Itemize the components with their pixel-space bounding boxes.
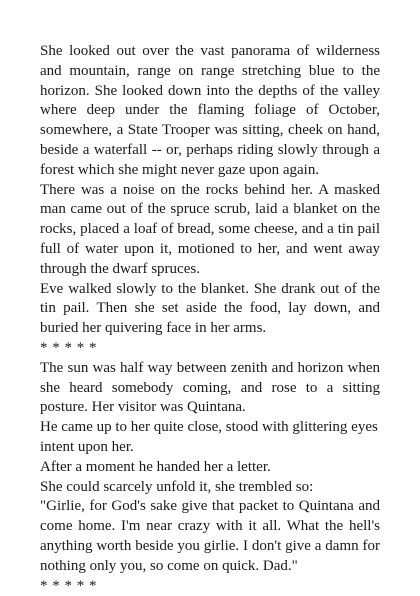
section-separator: * * * * * [40, 577, 97, 594]
paragraph-letter: After a moment he handed her a letter. [40, 458, 271, 475]
paragraph-came-close: He came up to her quite close, stood with glittering eyes intent upon her. [40, 419, 378, 455]
paragraph-unfold: She could scarcely unfold it, she trembled so: [40, 478, 314, 495]
paragraph-masked-man: There was a noise on the rocks behind her. A masked man came out of the spruce scrub, laid a blanket on the rocks, placed a loaf of bread, some cheese, and a tin pail full of water upon it, motioned to her, and went away through the dwarf spruces. [40, 181, 380, 277]
paragraph-panorama: She looked out over the vast panorama of wilderness and mountain, range on range stretching blue to the horizon. She looked down into the depths of the valley where deep under the flaming foliage of October, somewhere, a State Trooper was sitting, cheek on hand, beside a waterfall -- or, perhaps riding slowly through a forest which she might never gaze upon again. [40, 43, 380, 178]
paragraph-eve-blanket: Eve walked slowly to the blanket. She drank out of the tin pail. Then she set aside the food, lay down, and buried her quivering face in her arms. [40, 280, 380, 337]
paragraph-letter-text: "Girlie, for God's sake give that packet to Quintana and come home. I'm near crazy with it all. What the hell's anything worth beside you girlie. I don't give a damn for nothing only you, so come on quick. Dad." [40, 498, 380, 574]
paragraph-sun: The sun was half way between zenith and horizon when she heard somebody coming, and rose to a sitting posture. Her visitor was Quintana. [40, 359, 380, 416]
section-separator: * * * * * [40, 339, 97, 356]
